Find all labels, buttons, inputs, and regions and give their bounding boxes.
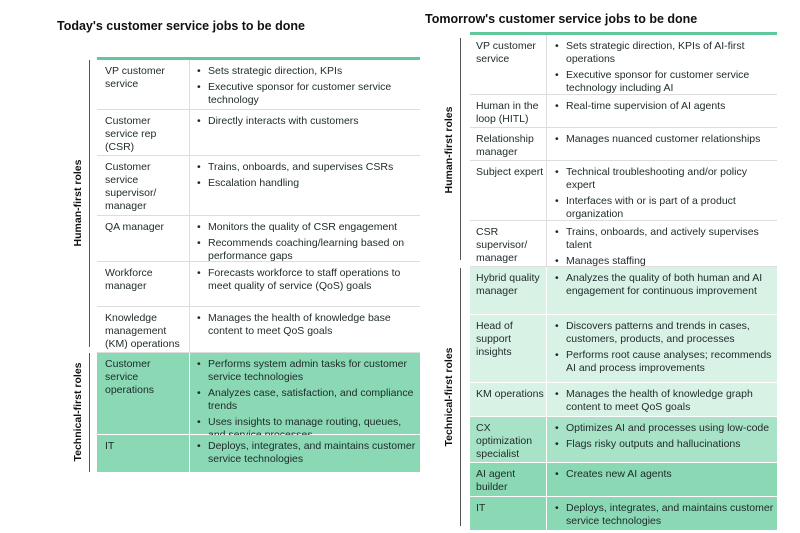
role-name: Customer service rep (CSR) bbox=[105, 115, 157, 153]
duty-item: • Manages the health of knowledge base content to meet QoS goals bbox=[196, 312, 416, 338]
role-name: IT bbox=[105, 440, 115, 452]
duty-item: • Discovers patterns and trends in cases, customers, products, and processes bbox=[554, 320, 774, 346]
duty-item: • Analyzes case, satisfaction, and compliance trends bbox=[196, 387, 416, 413]
duties-list bbox=[554, 388, 774, 417]
table-row bbox=[97, 353, 420, 435]
duty-item: • Forecasts workforce to staff operations to meet quality of service (QoS) goals bbox=[196, 267, 416, 293]
duty-item: • Trains, onboards, and supervises CSRs bbox=[196, 161, 416, 174]
duty-item: • Performs root cause analyses; recommends AI and process improvements bbox=[554, 349, 774, 375]
duty-item: • Recommends coaching/learning based on performance gaps bbox=[196, 237, 416, 263]
duty-item: • Sets strategic direction, KPIs of AI-first operations bbox=[554, 40, 774, 66]
role-name: Hybrid quality manager bbox=[476, 272, 540, 297]
table-row bbox=[97, 262, 420, 307]
role-name: Head of support insights bbox=[476, 320, 513, 358]
today-technical-rail bbox=[89, 353, 90, 472]
duties-list bbox=[554, 468, 774, 484]
role-name: Workforce manager bbox=[105, 267, 153, 292]
role-name: KM operations bbox=[476, 388, 544, 400]
table-row bbox=[470, 315, 777, 383]
duty-item: • Manages nuanced customer relationships bbox=[554, 133, 774, 146]
duties-list bbox=[554, 40, 774, 98]
duty-item: • Executive sponsor for customer service technology bbox=[196, 81, 416, 107]
duties-list bbox=[554, 502, 774, 531]
table-row bbox=[97, 60, 420, 110]
table-row bbox=[470, 417, 777, 463]
duties-list bbox=[196, 440, 416, 469]
tomorrow-human-label: Human-first roles bbox=[443, 106, 455, 194]
table-row bbox=[470, 35, 777, 95]
today-human-rail bbox=[89, 60, 90, 347]
tomorrow-technical-rail bbox=[460, 268, 461, 526]
duties-list bbox=[196, 115, 416, 131]
duty-item: • Optimizes AI and processes using low-code bbox=[554, 422, 774, 435]
table-row bbox=[97, 216, 420, 262]
table-row bbox=[470, 267, 777, 315]
duties-list bbox=[554, 226, 774, 271]
role-name: Relationship manager bbox=[476, 133, 534, 158]
role-name: Human in the loop (HITL) bbox=[476, 100, 539, 125]
duty-item: • Deploys, integrates, and maintains customer service technologies bbox=[196, 440, 416, 466]
role-name: IT bbox=[476, 502, 486, 514]
table-row bbox=[470, 221, 777, 267]
table-row bbox=[97, 435, 420, 473]
duty-item: • Trains, onboards, and actively supervises talent bbox=[554, 226, 774, 252]
duties-list bbox=[554, 272, 774, 301]
table-row bbox=[470, 161, 777, 221]
role-name: AI agent builder bbox=[476, 468, 516, 493]
role-name: CX optimization specialist bbox=[476, 422, 533, 460]
table-row bbox=[470, 463, 777, 497]
role-name: VP customer service bbox=[476, 40, 536, 65]
role-name: Knowledge management (KM) operations bbox=[105, 312, 180, 350]
table-row bbox=[470, 497, 777, 531]
duty-item: • Interfaces with or is part of a product organization bbox=[554, 195, 774, 221]
duties-list bbox=[196, 65, 416, 110]
duty-item: • Real-time supervision of AI agents bbox=[554, 100, 774, 113]
duty-item: • Flags risky outputs and hallucinations bbox=[554, 438, 774, 451]
duty-item: • Manages staffing bbox=[554, 255, 774, 268]
table-row bbox=[97, 156, 420, 216]
tomorrow-table bbox=[470, 32, 777, 531]
table-row bbox=[470, 128, 777, 161]
duty-item: • Sets strategic direction, KPIs bbox=[196, 65, 416, 78]
duty-item: • Escalation handling bbox=[196, 177, 416, 190]
today-human-label: Human-first roles bbox=[72, 159, 84, 247]
duty-item: • Analyzes the quality of both human and AI engagement for continuous improvement bbox=[554, 272, 774, 298]
table-row bbox=[470, 383, 777, 417]
tomorrow-technical-label: Technical-first roles bbox=[443, 347, 455, 447]
duties-list bbox=[196, 312, 416, 341]
tomorrow-human-rail bbox=[460, 38, 461, 260]
duties-list bbox=[554, 133, 774, 149]
role-name: VP customer service bbox=[105, 65, 165, 90]
tomorrow-title: Tomorrow's customer service jobs to be done bbox=[425, 12, 698, 26]
duty-item: • Creates new AI agents bbox=[554, 468, 774, 481]
duty-item: • Monitors the quality of CSR engagement bbox=[196, 221, 416, 234]
duty-item: • Executive sponsor for customer service technology including AI bbox=[554, 69, 774, 95]
duty-item: • Technical troubleshooting and/or policy expert bbox=[554, 166, 774, 192]
duty-item: • Performs system admin tasks for customer service technologies bbox=[196, 358, 416, 384]
duties-list bbox=[196, 267, 416, 296]
duty-item: • Deploys, integrates, and maintains customer service technologies bbox=[554, 502, 774, 528]
table-row bbox=[97, 110, 420, 156]
role-name: Customer service operations bbox=[105, 358, 155, 396]
duties-list bbox=[554, 422, 774, 454]
table-row bbox=[470, 95, 777, 128]
duties-list bbox=[554, 100, 774, 116]
duties-list bbox=[196, 161, 416, 193]
duties-list bbox=[196, 221, 416, 266]
duties-list bbox=[554, 320, 774, 378]
duty-item: • Manages the health of knowledge graph content to meet QoS goals bbox=[554, 388, 774, 414]
today-table bbox=[97, 57, 420, 473]
duties-list bbox=[196, 358, 416, 445]
role-name: CSR supervisor/ manager bbox=[476, 226, 528, 264]
role-name: Subject expert bbox=[476, 166, 544, 178]
role-name: Customer service supervisor/ manager bbox=[105, 161, 157, 212]
today-title: Today's customer service jobs to be done bbox=[57, 19, 305, 33]
today-technical-label: Technical-first roles bbox=[72, 362, 84, 462]
role-name: QA manager bbox=[105, 221, 164, 233]
duty-item: • Directly interacts with customers bbox=[196, 115, 416, 128]
duty-item: • Uses insights to manage routing, queues, bbox=[196, 416, 416, 442]
duties-list bbox=[554, 166, 774, 224]
table-row bbox=[97, 307, 420, 353]
